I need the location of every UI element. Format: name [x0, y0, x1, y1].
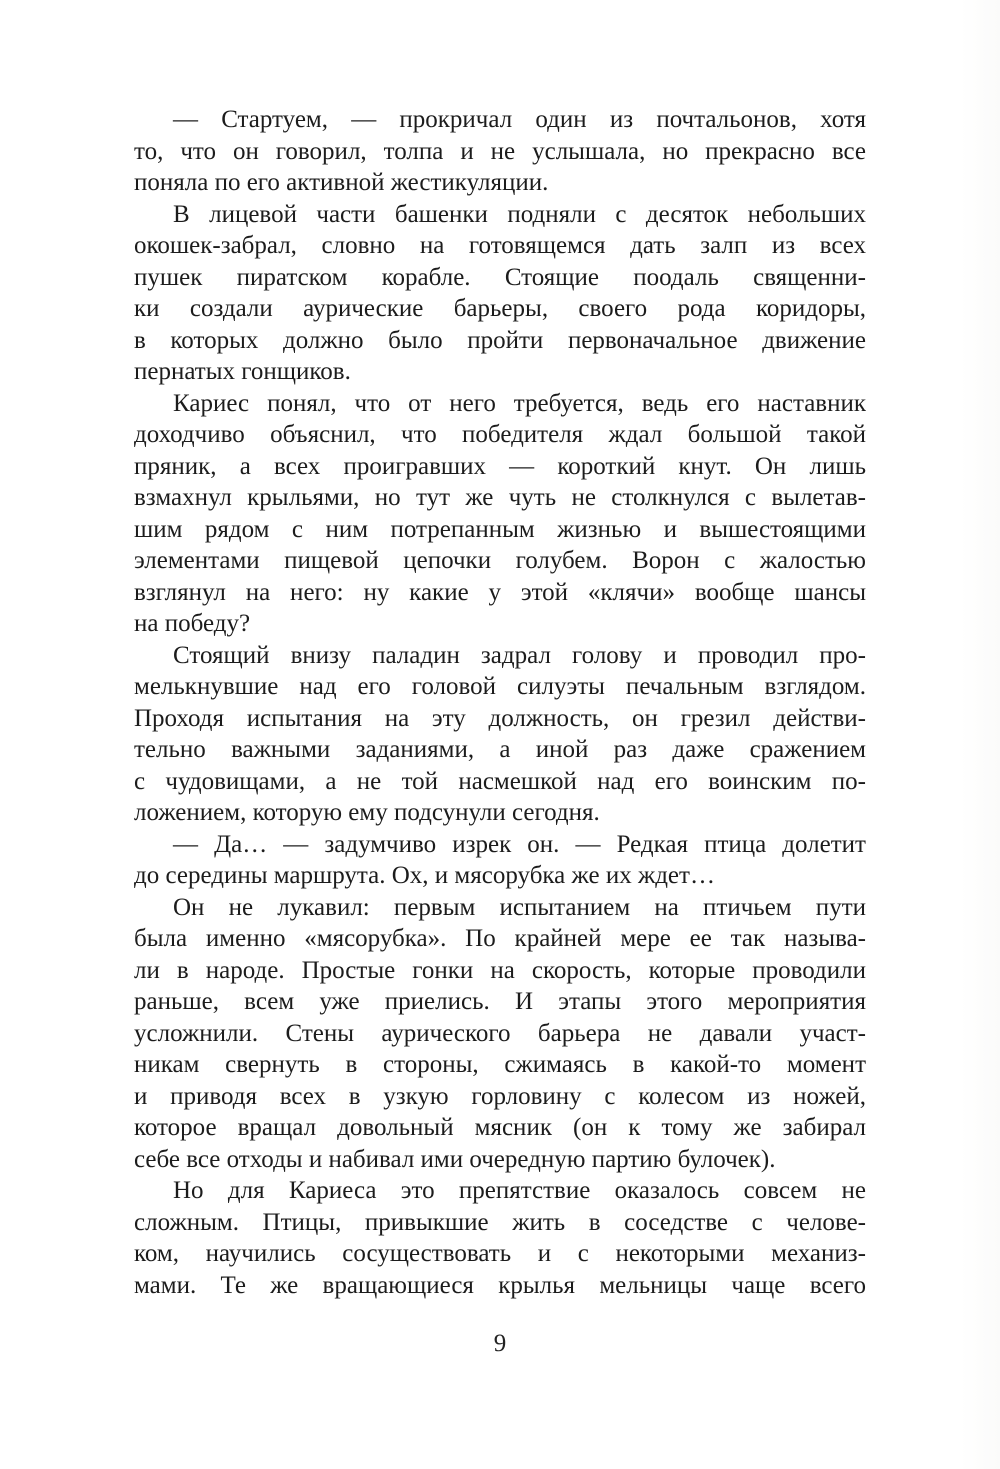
- text-line: с чудовищами, а не той насмешкой над его воинским по-: [134, 767, 866, 795]
- text-line: никам свернуть в стороны, сжимаясь в какой-то момент: [134, 1051, 866, 1078]
- text-line: раньше, всем уже приелись. И этапы этого мероприятия: [134, 988, 866, 1015]
- text-line: сложным. Птицы, привыкшие жить в соседстве с челове-: [134, 1208, 866, 1236]
- text-line: тельно важными заданиями, а иной раз даже сражением: [134, 736, 866, 763]
- text-line: в которых должно было пройти первоначальное движение: [134, 326, 866, 354]
- text-line: пряник, а всех проигравших — короткий кнут. Он лишь: [134, 452, 866, 480]
- text-line: ком, научились сосуществовать и с некоторыми механиз-: [134, 1240, 866, 1267]
- paragraph: [134, 104, 866, 199]
- text-line: окошек-забрал, словно на готовящемся дать залп из всех: [134, 232, 866, 259]
- paragraph: [134, 892, 866, 1176]
- paragraph: [134, 1175, 866, 1301]
- page-number: 9: [493, 1330, 507, 1357]
- paragraph: [134, 199, 866, 388]
- text-line: — Да… — задумчиво изрек он. — Редкая птица долетит: [173, 830, 866, 858]
- text-line: усложнили. Стены аурического барьера не давали участ-: [134, 1019, 866, 1047]
- text-line: себе все отходы и набивал ими очередную партию булочек).: [134, 1145, 776, 1173]
- text-line: мелькнувшие над его головой силуэты печальным взглядом.: [134, 673, 866, 700]
- text-line: Кариес понял, что от него требуется, ведь его наставник: [173, 389, 866, 417]
- text-line: пернатых гонщиков.: [134, 358, 351, 385]
- text-line: доходчиво объяснил, что победителя ждал большой такой: [134, 421, 866, 448]
- text-line: ложением, которую ему подсунули сегодня.: [134, 799, 600, 826]
- text-line: взмахнул крыльями, но тут же чуть не столкнулся с вылетав-: [134, 484, 866, 511]
- text-line: взглянул на него: ну какие у этой «клячи» вообще шансы: [134, 578, 866, 606]
- text-line: Но для Кариеса это препятствие оказалось совсем не: [173, 1177, 866, 1204]
- text-line: то, что он говорил, толпа и не услышала, но прекрасно все: [134, 137, 866, 165]
- paragraph: [134, 640, 866, 829]
- text-line: Проходя испытания на эту должность, он грезил действи-: [134, 704, 866, 732]
- text-line: мами. Те же вращающиеся крылья мельницы чаще всего: [134, 1271, 866, 1299]
- paragraph: [134, 388, 866, 640]
- text-line: элементами пищевой цепочки голубем. Ворон с жалостью: [134, 547, 866, 574]
- text-line: до середины маршрута. Ох, и мясорубка же их ждет…: [134, 862, 715, 889]
- text-line: шим рядом с ним потрепанным жизнью и вышестоящими: [134, 515, 866, 543]
- text-line: поняла по его активной жестикуляции.: [134, 169, 549, 196]
- text-line: В лицевой части башенки подняли с десяток небольших: [173, 200, 866, 228]
- text-line: была именно «мясорубка». По крайней мере ее так называ-: [134, 925, 866, 952]
- text-line: которое вращал довольный мясник (он к тому же забирал: [134, 1114, 866, 1141]
- text-line: пушек пиратском корабле. Стоящие поодаль священни-: [134, 263, 866, 291]
- text-line: на победу?: [134, 610, 251, 637]
- text-line: и приводя всех в узкую горловину с колесом из ножей,: [134, 1082, 866, 1110]
- page-text: [134, 104, 866, 1301]
- text-line: ли в народе. Простые гонки на скорость, которые проводили: [134, 956, 866, 984]
- paragraph: [134, 829, 866, 892]
- text-line: Стоящий внизу паладин задрал голову и проводил про-: [173, 641, 866, 669]
- text-line: Он не лукавил: первым испытанием на птичьем пути: [173, 893, 866, 921]
- text-line: ки создали аурические барьеры, своего рода коридоры,: [134, 295, 866, 322]
- text-line: — Стартуем, — прокричал один из почтальонов, хотя: [173, 106, 866, 133]
